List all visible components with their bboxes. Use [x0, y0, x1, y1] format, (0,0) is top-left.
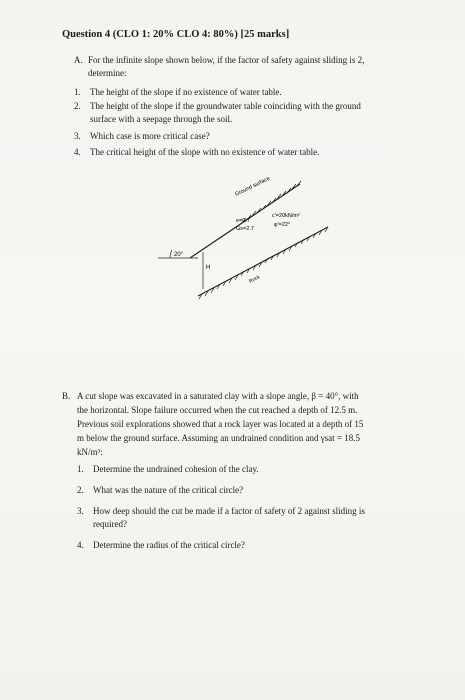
item-text: The critical height of the slope with no existence of water table.: [90, 147, 320, 157]
item-number: 1.: [77, 464, 84, 474]
part-b-line-5: kN/m³:: [77, 447, 103, 457]
slope-angle-label: 20°: [174, 252, 184, 258]
item-text: The height of the slope if the groundwater table coinciding with the ground: [90, 101, 361, 111]
item-number: 3.: [74, 131, 81, 141]
item-number: 3.: [77, 506, 84, 516]
item-text: Determine the undrained cohesion of the clay.: [93, 464, 259, 474]
item-text: Determine the radius of the critical circle?: [93, 540, 245, 550]
part-a-label: A.: [74, 55, 83, 65]
void-ratio-label: e=0.7: [236, 218, 250, 224]
item-number: 2.: [74, 101, 81, 111]
part-b-line-4: m below the ground surface. Assuming an undrained condition and γsat = 18.5: [77, 433, 360, 443]
part-a-intro-line1: For the infinite slope shown below, if the factor of safety against sliding is 2,: [88, 55, 365, 65]
part-b-line-2: the horizontal. Slope failure occurred when the cut reached a depth of 12.5 m.: [77, 405, 358, 415]
friction-angle-label: φ'=22°: [274, 222, 291, 228]
rock-label: Rock: [248, 274, 262, 285]
item-number: 1.: [74, 87, 81, 97]
slope-angle-arc: [170, 250, 172, 258]
item-number: 2.: [77, 485, 84, 495]
part-b-line-3: Previous soil explorations showed that a rock layer was located at a depth of 15: [77, 419, 364, 429]
part-a-intro-line2: determine:: [88, 68, 127, 78]
part-b-label: B.: [62, 391, 71, 401]
item-text: How deep should the cut be made if a factor of safety of 2 against sliding is: [93, 506, 365, 516]
ground-surface-label: Ground surface: [234, 175, 271, 198]
item-text: The height of the slope if no existence of water table.: [90, 87, 282, 97]
rock-hatching: [199, 227, 328, 299]
item-number: 4.: [74, 147, 81, 157]
item-text: What was the nature of the critical circle?: [93, 485, 244, 495]
height-label: H: [206, 265, 211, 271]
item-text: Which case is more critical case?: [90, 131, 210, 141]
cohesion-label: c'=20kN/m²: [272, 213, 300, 219]
item-number: 4.: [77, 540, 84, 550]
rock-line: [198, 227, 328, 296]
infinite-slope-figure: [150, 170, 350, 310]
part-b-item-3-cont: required?: [93, 519, 127, 529]
specific-gravity-label: Gs=2.7: [236, 226, 254, 232]
part-b-line-1: A cut slope was excavated in a saturated clay with a slope angle, β = 40°, with: [77, 391, 359, 401]
part-a-item-2-cont: surface with a seepage through the soil.: [90, 114, 233, 124]
question-title: Question 4 (CLO 1: 20% CLO 4: 80%) [25 marks]: [62, 29, 290, 40]
